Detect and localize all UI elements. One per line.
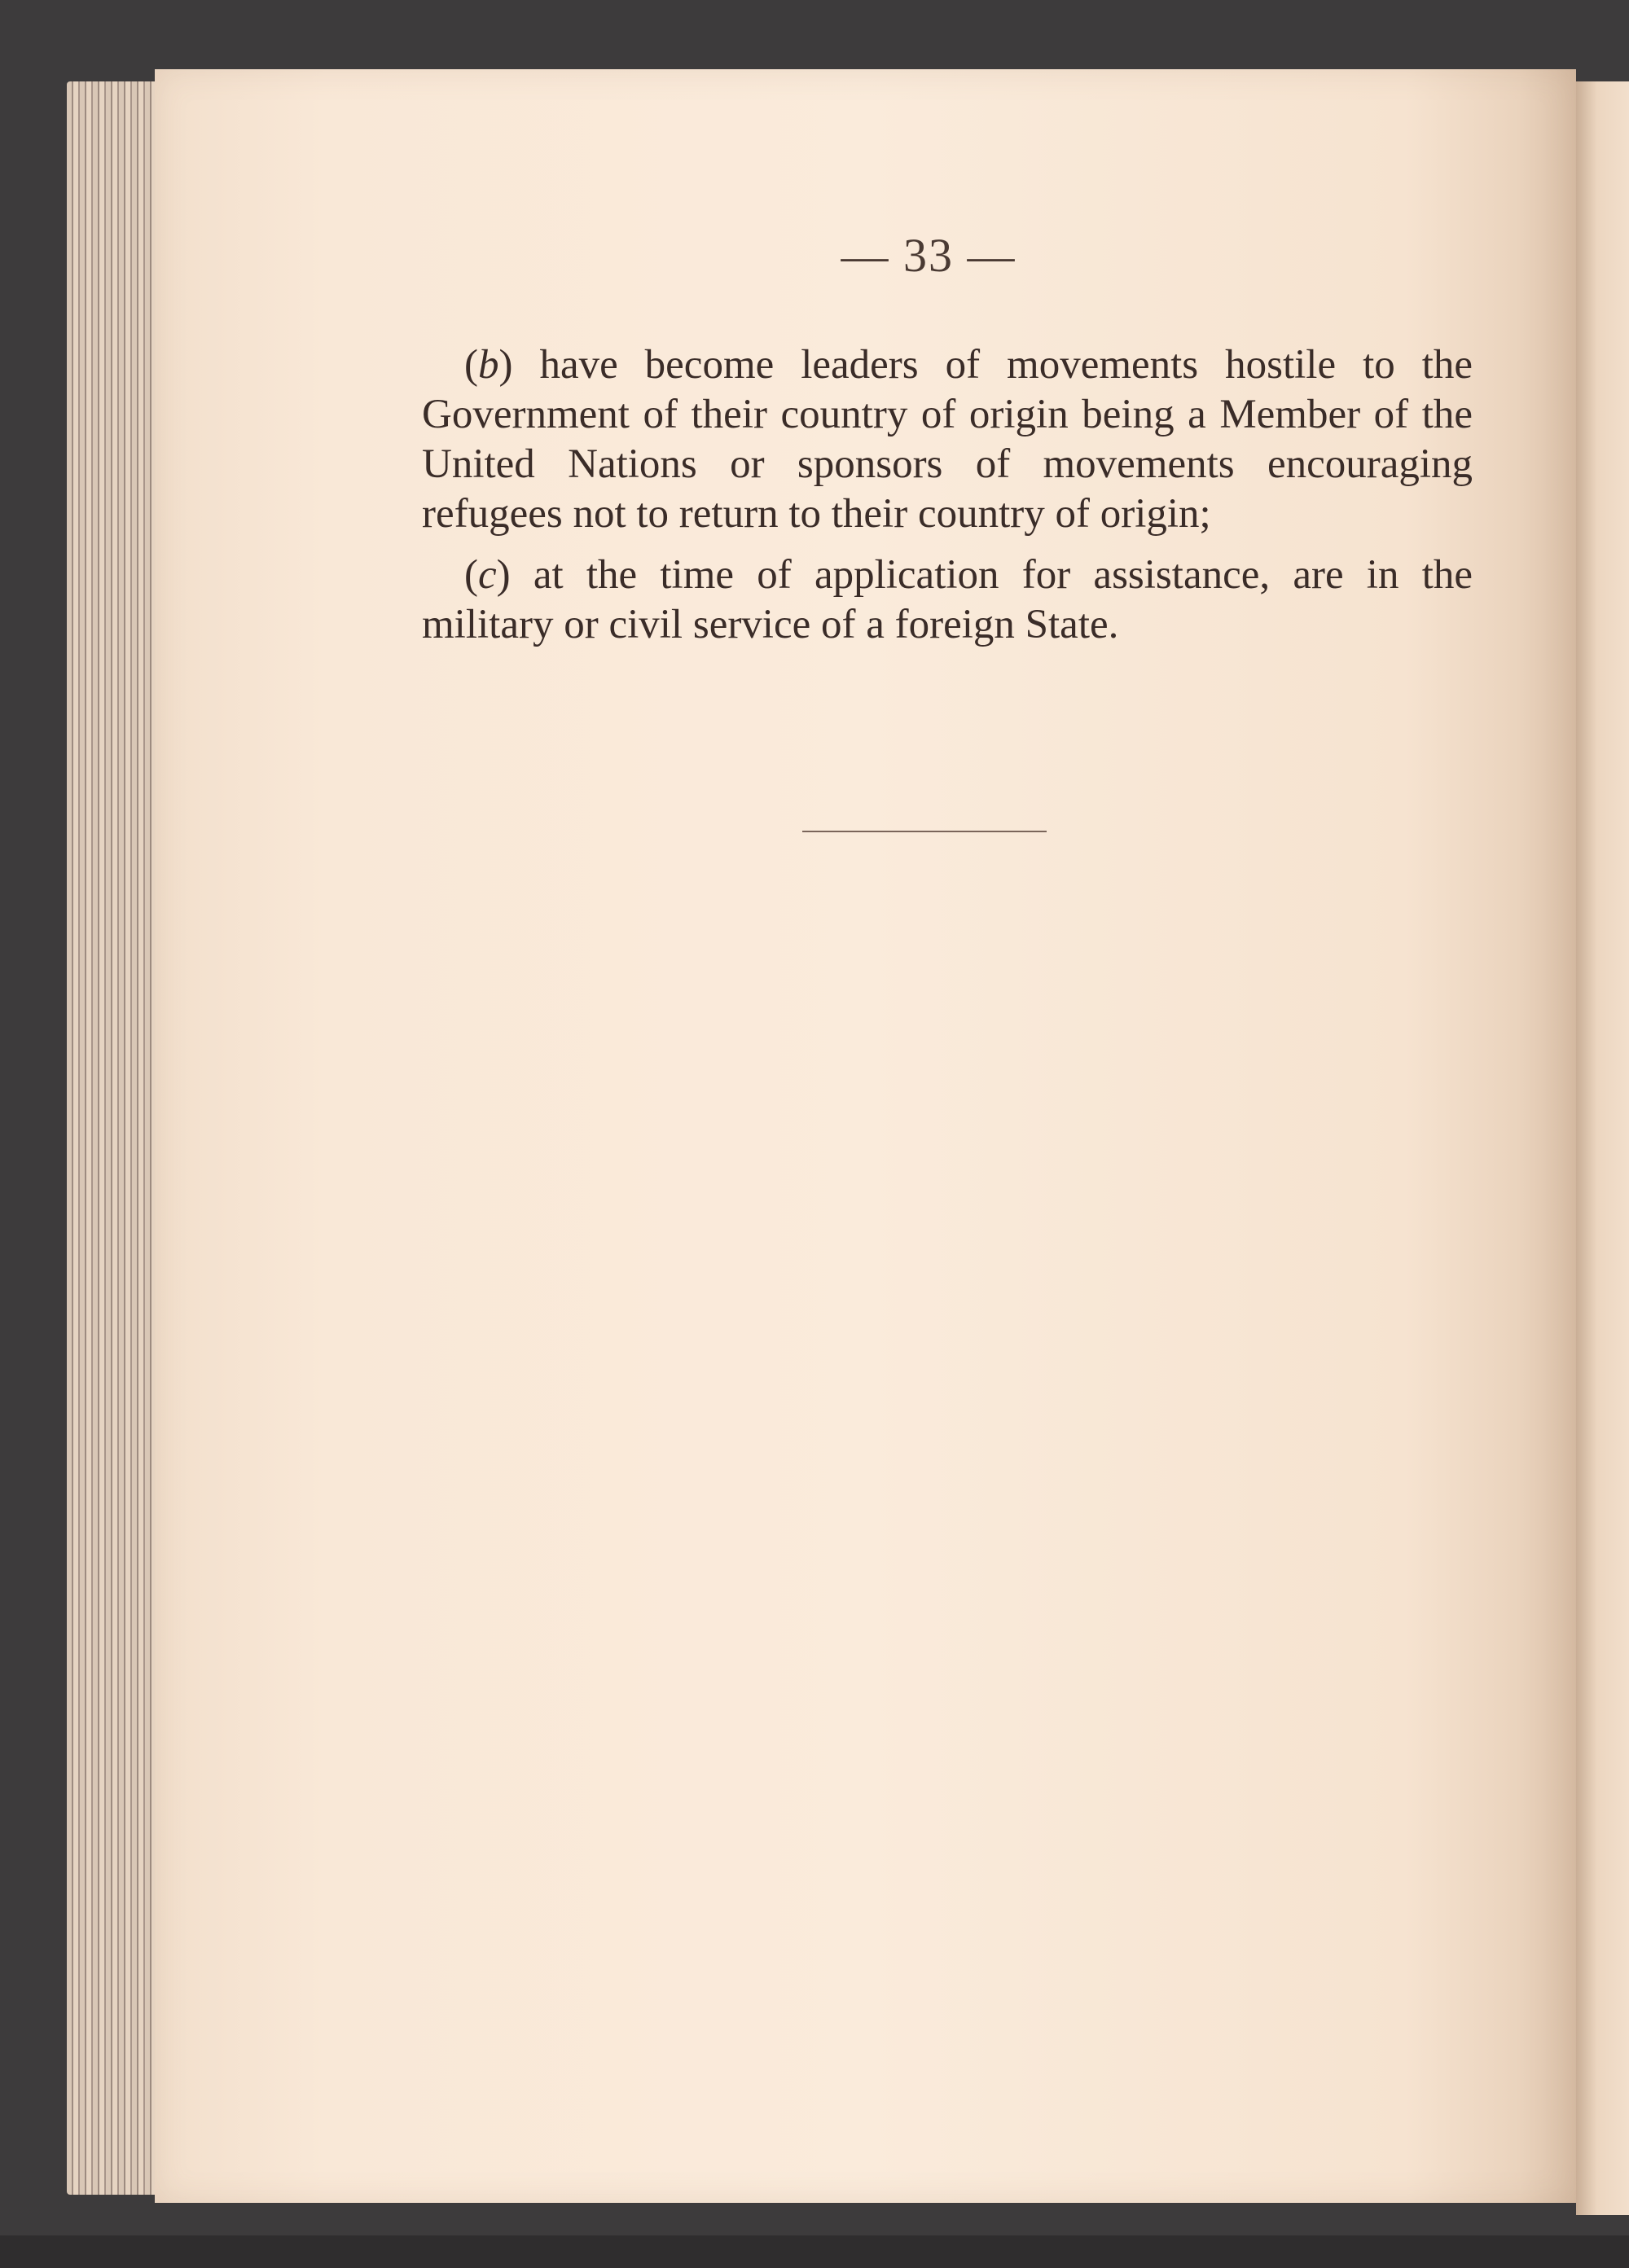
clause-b-text: have become leaders of movements hostile to the Government of their country of origin being a Member of the United Nations or sponsors of movements encouraging refugees not to return to their country of origin; <box>422 342 1473 537</box>
book-page-edges <box>67 81 160 2195</box>
clause-c-marker: (c) <box>464 552 511 598</box>
page-body <box>422 340 1473 661</box>
clause-c-text: at the time of application for assistance, are in the military or civil service of a foreign State. <box>422 552 1473 647</box>
facing-page-edge <box>1576 81 1629 2215</box>
section-divider <box>802 831 1047 832</box>
scan-background-bottom <box>0 2235 1629 2268</box>
clause-c <box>422 551 1473 650</box>
page-number: — 33 — <box>841 229 1016 282</box>
clause-b-marker: (b) <box>464 342 513 388</box>
clause-b <box>422 340 1473 539</box>
